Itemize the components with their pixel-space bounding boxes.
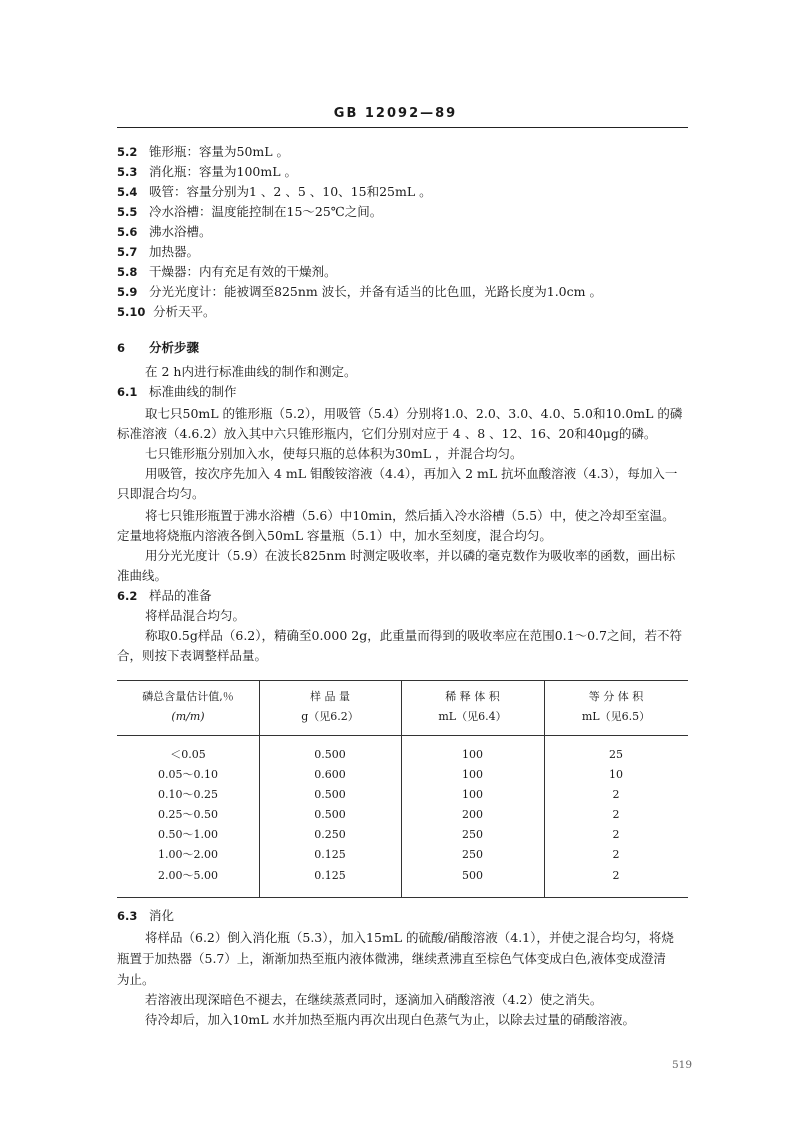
table-cell: 0.50～1.00 — [158, 828, 218, 841]
table-cell: 2 — [612, 828, 620, 841]
table-cell: 0.125 — [314, 869, 346, 882]
table-cell: 250 — [462, 848, 483, 861]
table-cell: 250 — [462, 828, 483, 841]
section-6-intro: 在 2 h内进行标准曲线的制作和测定。 — [145, 364, 357, 379]
table-cell: 0.500 — [314, 808, 346, 821]
table-cell: 2 — [612, 869, 620, 882]
paragraph-line: 用分光光度计（5.9）在波长825nm 时测定吸收率，并以磷的毫克数作为吸收率的函数，画出标 — [145, 548, 676, 563]
table-cell: 200 — [462, 808, 483, 821]
table-header-sample-mass: 样 品 量 — [310, 690, 350, 703]
table-header-phosphorus-unit: (m/m) — [171, 710, 205, 723]
standard-code-header: GB 12092—89 — [333, 106, 458, 121]
equipment-item: 5.3 消化瓶：容量为100mL 。 — [117, 164, 297, 179]
paragraph-line: 取七只50mL 的锥形瓶（5.2），用吸管（5.4）分别将1.0、2.0、3.0、4.0、5.0和10.0mL 的磷 — [145, 406, 683, 421]
page-number: 519 — [672, 1059, 693, 1071]
table-cell: 2 — [612, 788, 620, 801]
paragraph-line: 为止。 — [117, 972, 155, 987]
paragraph-line: 合，则按下表调整样品量。 — [117, 648, 268, 663]
paragraph-line: 将样品混合均匀。 — [145, 608, 246, 623]
table-header-rule — [117, 735, 688, 736]
table-header-dilution-volume: 稀 释 体 积 — [445, 690, 500, 703]
table-header-aliquot-volume-unit: mL（见6.5） — [581, 710, 651, 723]
table-bottom-rule — [117, 897, 688, 898]
equipment-item: 5.9 分光光度计：能被调至825nm 波长，并备有适当的比色皿，光路长度为1.0cm 。 — [117, 284, 602, 299]
header-rule — [117, 127, 688, 128]
table-cell: 0.125 — [314, 848, 346, 861]
paragraph-line: 只即混合均匀。 — [117, 486, 205, 501]
table-cell: 0.250 — [314, 828, 346, 841]
section-6-3-heading: 6.3 消化 — [117, 908, 175, 923]
equipment-item: 5.10 分析天平。 — [117, 304, 216, 319]
paragraph-line: 称取0.5g样品（6.2），精确至0.000 2g，此重量而得到的吸收率应在范围0.1～0.7之间，若不符 — [145, 628, 682, 643]
paragraph-line: 若溶液出现深暗色不褪去，在继续蒸煮同时，逐滴加入硝酸溶液（4.2）使之消失。 — [145, 992, 603, 1007]
equipment-item: 5.4 吸管：容量分别为1 、2 、5 、10、15和25mL 。 — [117, 184, 432, 199]
table-header-dilution-volume-unit: mL（见6.4） — [438, 710, 507, 723]
table-cell: 2.00～5.00 — [158, 869, 218, 882]
table-cell: 0.25～0.50 — [158, 808, 218, 821]
paragraph-line: 待冷却后，加入10mL 水并加热至瓶内再次出现白色蒸气为止，以除去过量的硝酸溶液。 — [145, 1012, 636, 1027]
table-cell: 500 — [462, 869, 483, 882]
equipment-item: 5.5 冷水浴槽：温度能控制在15～25℃之间。 — [117, 204, 383, 219]
paragraph-line: 准曲线。 — [117, 568, 168, 583]
paragraph-line: 七只锥形瓶分别加入水，使每只瓶的总体积为30mL ，并混合均匀。 — [145, 446, 523, 461]
paragraph-line: 定量地将烧瓶内溶液各倒入50mL 容量瓶（5.1）中，加水至刻度，混合均匀。 — [117, 528, 552, 543]
table-cell: 0.600 — [314, 768, 346, 781]
table-cell: 10 — [609, 768, 623, 781]
table-cell: 100 — [462, 788, 483, 801]
table-cell: 100 — [462, 748, 483, 761]
paragraph-line: 瓶置于加热器（5.7）上，渐渐加热至瓶内液体微沸，继续煮沸直至棕色气体变成白色,液体变成澄清 — [117, 951, 666, 966]
table-top-rule — [117, 680, 688, 681]
equipment-item: 5.2 锥形瓶：容量为50mL 。 — [117, 144, 290, 159]
paragraph-line: 用吸管，按次序先加入 4 mL 钼酸铵溶液（4.4），再加入 2 mL 抗坏血酸溶液（4.3），每加入一 — [145, 466, 678, 481]
section-6-1-heading: 6.1 标准曲线的制作 — [117, 384, 237, 399]
table-cell: ＜0.05 — [170, 748, 206, 761]
equipment-item: 5.7 加热器。 — [117, 244, 200, 259]
section-6-heading: 6 分析步骤 — [117, 340, 200, 355]
table-cell: 0.10～0.25 — [158, 788, 218, 801]
table-cell: 1.00～2.00 — [158, 848, 218, 861]
paragraph-line: 将样品（6.2）倒入消化瓶（5.3），加入15mL 的硫酸/硝酸溶液（4.1），并使之混合均匀，将烧 — [145, 930, 674, 945]
table-header-aliquot-volume: 等 分 体 积 — [588, 690, 644, 703]
equipment-item: 5.6 沸水浴槽。 — [117, 224, 212, 239]
table-header-phosphorus: 磷总含量估计值,％ — [142, 690, 234, 703]
paragraph-line: 将七只锥形瓶置于沸水浴槽（5.6）中10min，然后插入冷水浴槽（5.5）中，使之冷却至室温。 — [145, 508, 675, 523]
table-cell: 0.500 — [314, 748, 346, 761]
table-cell: 2 — [612, 808, 620, 821]
table-cell: 100 — [462, 768, 483, 781]
section-6-2-heading: 6.2 样品的准备 — [117, 588, 212, 603]
paragraph-line: 标准溶液（4.6.2）放入其中六只锥形瓶内，它们分别对应于 4 、8 、12、16、20和40μg的磷。 — [117, 426, 657, 441]
equipment-item: 5.8 干燥器：内有充足有效的干燥剂。 — [117, 264, 337, 279]
table-cell: 0.05～0.10 — [158, 768, 218, 781]
table-header-sample-mass-unit: g（见6.2） — [301, 710, 359, 723]
table-cell: 0.500 — [314, 788, 346, 801]
table-cell: 25 — [609, 748, 623, 761]
table-cell: 2 — [612, 848, 620, 861]
